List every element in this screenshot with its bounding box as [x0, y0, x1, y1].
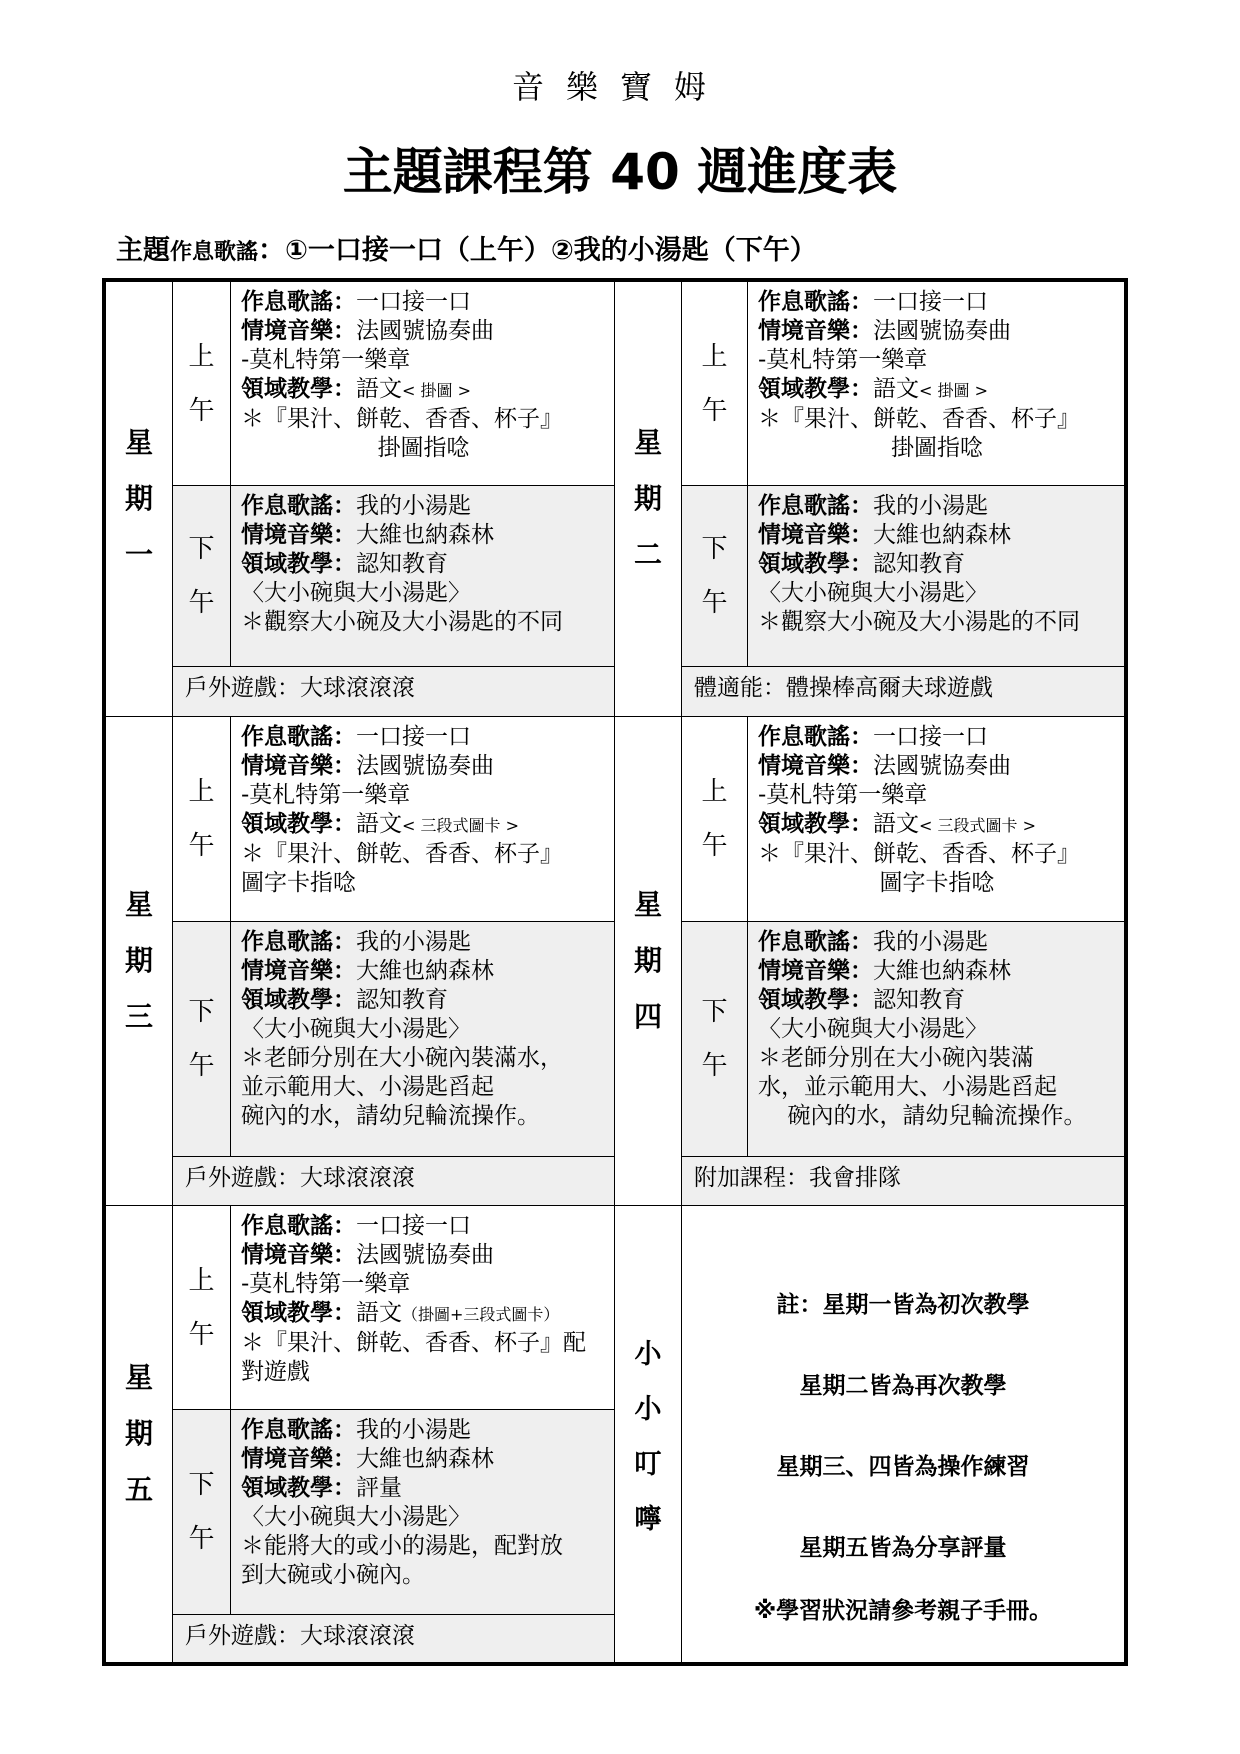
theme-line	[116, 228, 817, 267]
music-name: 法國號協奏曲	[356, 1242, 494, 1268]
friday-pm-label	[172, 1409, 231, 1615]
day-char: 期	[124, 482, 153, 515]
period-char: 午	[701, 1051, 728, 1081]
day-friday	[105, 1205, 173, 1663]
period-char: 午	[701, 588, 728, 618]
tuesday-am-content	[747, 281, 1125, 486]
song-name: 我的小湯匙	[873, 929, 988, 955]
day-char: 星	[633, 426, 662, 459]
domain-label: 領域教學：	[241, 987, 356, 1013]
note-line: 星期三、四皆為操作練習	[776, 1454, 1030, 1480]
music-detail: -莫札特第一樂章	[241, 347, 411, 373]
day-char: 期	[124, 1417, 153, 1450]
tuesday-am-label	[681, 281, 748, 486]
music-label: 情境音樂：	[758, 958, 873, 984]
music-label: 情境音樂：	[758, 522, 873, 548]
activity-detail: 圖字卡指唸	[241, 870, 356, 896]
period-char: 下	[188, 534, 215, 564]
wednesday-extra: 戶外遊戲：大球滾滾滾	[172, 1156, 615, 1206]
activity-detail: ＊『果汁、餅乾、香香、杯子』	[241, 841, 563, 867]
period-char: 上	[188, 341, 215, 372]
activity-detail: 掛圖指唸	[891, 435, 983, 461]
monday-am-content	[230, 281, 615, 486]
thursday-extra: 附加課程：我會排隊	[681, 1156, 1125, 1206]
music-label: 情境音樂：	[758, 753, 873, 779]
domain-label: 領域教學：	[758, 551, 873, 577]
activity-detail: ＊觀察大小碗及大小湯匙的不同	[758, 609, 1080, 635]
activity-detail: 並示範用大、小湯匙舀起	[241, 1074, 494, 1100]
day-char: 星	[124, 1361, 153, 1394]
song-name: 一口接一口	[873, 289, 988, 315]
music-name: 法國號協奏曲	[873, 753, 1011, 779]
wednesday-pm-content	[230, 921, 615, 1157]
page-title: 主題課程第 40 週進度表	[342, 143, 898, 201]
schedule-table	[102, 278, 1128, 1666]
period-char: 下	[188, 1470, 215, 1500]
theme-label: 主題	[116, 235, 170, 266]
song-label: 作息歌謠：	[758, 724, 873, 750]
monday-extra: 戶外遊戲：大球滾滾滾	[172, 666, 615, 717]
domain-name: 語文	[356, 376, 402, 402]
theme-text: ：①一口接一口（上午）②我的小湯匙（下午）	[258, 235, 817, 266]
thursday-pm-content	[747, 921, 1125, 1157]
domain-label: 領域教學：	[758, 811, 873, 837]
domain-label: 領域教學：	[758, 376, 873, 402]
domain-label: 領域教學：	[758, 987, 873, 1013]
thursday-am-content	[747, 716, 1125, 922]
domain-label: 領域教學：	[241, 1300, 356, 1326]
music-name: 大維也納森林	[873, 958, 1011, 984]
tuesday-pm-label	[681, 485, 748, 667]
reminder-char: 小	[634, 1339, 662, 1370]
day-char: 五	[124, 1473, 153, 1506]
domain-note: < 掛圖 >	[402, 381, 471, 400]
period-char: 午	[701, 831, 728, 861]
domain-label: 領域教學：	[241, 551, 356, 577]
domain-note: < 掛圖 >	[919, 381, 988, 400]
song-name: 一口接一口	[873, 724, 988, 750]
wednesday-am-label	[172, 716, 231, 922]
song-label: 作息歌謠：	[758, 929, 873, 955]
song-name: 我的小湯匙	[356, 1417, 471, 1443]
activity-detail: 掛圖指唸	[377, 435, 470, 461]
song-name: 我的小湯匙	[873, 493, 988, 519]
period-char: 午	[701, 395, 728, 426]
music-detail: -莫札特第一樂章	[241, 1271, 411, 1297]
music-label: 情境音樂：	[241, 1446, 356, 1472]
day-monday	[105, 281, 173, 717]
wednesday-am-content	[230, 716, 615, 922]
music-detail: -莫札特第一樂章	[241, 782, 411, 808]
friday-am-content	[230, 1205, 615, 1410]
theme-small-label: 作息歌謠	[170, 240, 259, 265]
music-name: 大維也納森林	[356, 1446, 494, 1472]
music-name: 大維也納森林	[356, 522, 494, 548]
song-name: 一口接一口	[356, 724, 471, 750]
period-char: 午	[188, 588, 215, 618]
friday-pm-content	[230, 1409, 615, 1615]
domain-name: 評量	[356, 1475, 402, 1501]
domain-name: 語文	[873, 811, 919, 837]
song-name: 我的小湯匙	[356, 929, 471, 955]
reminder-notes	[681, 1205, 1125, 1663]
song-label: 作息歌謠：	[241, 724, 356, 750]
music-name: 法國號協奏曲	[873, 318, 1011, 344]
domain-name: 認知教育	[356, 987, 448, 1013]
day-char: 星	[124, 888, 153, 921]
music-label: 情境音樂：	[241, 318, 356, 344]
day-char: 期	[124, 944, 153, 977]
activity-detail: ＊『果汁、餅乾、香香、杯子』	[758, 841, 1080, 867]
day-wednesday	[105, 716, 173, 1206]
day-char: 二	[633, 538, 662, 571]
period-char: 下	[188, 997, 215, 1027]
music-label: 情境音樂：	[241, 522, 356, 548]
activity-detail: ＊能將大的或小的湯匙，配對放	[241, 1533, 563, 1559]
period-char: 下	[701, 534, 728, 564]
day-char: 三	[124, 1000, 153, 1033]
music-label: 情境音樂：	[241, 1242, 356, 1268]
domain-name: 語文	[356, 811, 402, 837]
activity-detail: ＊老師分別在大小碗內裝滿	[758, 1045, 1034, 1071]
monday-pm-label	[172, 485, 231, 667]
period-char: 上	[701, 777, 728, 807]
activity-detail: 對遊戲	[241, 1359, 310, 1385]
monday-am-label	[172, 281, 231, 486]
period-char: 午	[188, 1524, 215, 1554]
note-line: ※學習狀況請參考親子手冊。	[753, 1598, 1053, 1624]
period-char: 午	[188, 1319, 215, 1350]
day-char: 一	[124, 538, 153, 571]
friday-extra: 戶外遊戲：大球滾滾滾	[172, 1614, 615, 1663]
domain-note: < 三段式圖卡 >	[402, 816, 519, 835]
period-char: 下	[701, 997, 728, 1027]
period-char: 上	[188, 1265, 215, 1296]
domain-name: 認知教育	[356, 551, 448, 577]
thursday-am-label	[681, 716, 748, 922]
activity-detail: ＊『果汁、餅乾、香香、杯子』	[241, 406, 563, 432]
activity-detail: 碗內的水，請幼兒輪流操作。	[787, 1103, 1087, 1129]
reminder-char: 嚀	[634, 1504, 662, 1535]
activity-detail: ＊老師分別在大小碗內裝滿水，	[241, 1045, 563, 1071]
domain-name: 認知教育	[873, 551, 965, 577]
period-char: 上	[701, 341, 728, 372]
song-name: 一口接一口	[356, 289, 471, 315]
activity-detail: ＊觀察大小碗及大小湯匙的不同	[241, 609, 563, 635]
thursday-pm-label	[681, 921, 748, 1157]
music-detail: -莫札特第一樂章	[758, 347, 928, 373]
brand-name: 音樂寶姆	[511, 68, 728, 106]
song-label: 作息歌謠：	[758, 289, 873, 315]
activity-detail: 到大碗或小碗內。	[241, 1562, 425, 1588]
reminder-char: 叮	[634, 1449, 662, 1480]
domain-name: 語文	[873, 376, 919, 402]
activity-detail: 〈大小碗與大小湯匙〉	[241, 1504, 471, 1530]
song-name: 我的小湯匙	[356, 493, 471, 519]
period-char: 午	[188, 395, 215, 426]
day-char: 期	[633, 944, 662, 977]
song-label: 作息歌謠：	[241, 493, 356, 519]
domain-name: 認知教育	[873, 987, 965, 1013]
monday-pm-content	[230, 485, 615, 667]
domain-label: 領域教學：	[241, 811, 356, 837]
day-char: 星	[633, 888, 662, 921]
activity-detail: 〈大小碗與大小湯匙〉	[758, 580, 988, 606]
song-label: 作息歌謠：	[241, 1213, 356, 1239]
tuesday-extra: 體適能：體操棒高爾夫球遊戲	[681, 666, 1125, 717]
activity-detail: 圖字卡指唸	[879, 870, 995, 896]
wednesday-pm-label	[172, 921, 231, 1157]
day-char: 四	[633, 1000, 662, 1033]
day-thursday	[614, 716, 682, 1206]
music-label: 情境音樂：	[758, 318, 873, 344]
reminder-char: 小	[634, 1394, 662, 1425]
music-label: 情境音樂：	[241, 958, 356, 984]
song-label: 作息歌謠：	[241, 1417, 356, 1443]
note-line: 註：星期一皆為初次教學	[776, 1292, 1030, 1318]
activity-detail: 水，並示範用大、小湯匙舀起	[758, 1074, 1057, 1100]
music-name: 大維也納森林	[356, 958, 494, 984]
domain-label: 領域教學：	[241, 1475, 356, 1501]
friday-am-label	[172, 1205, 231, 1410]
note-line: 星期二皆為再次教學	[799, 1373, 1007, 1399]
day-char: 星	[124, 426, 153, 459]
domain-label: 領域教學：	[241, 376, 356, 402]
music-name: 大維也納森林	[873, 522, 1011, 548]
song-name: 一口接一口	[356, 1213, 471, 1239]
music-name: 法國號協奏曲	[356, 318, 494, 344]
music-label: 情境音樂：	[241, 753, 356, 779]
day-tuesday	[614, 281, 682, 717]
music-name: 法國號協奏曲	[356, 753, 494, 779]
period-char: 午	[188, 1051, 215, 1081]
domain-note: （掛圖+三段式圖卡）	[402, 1305, 560, 1324]
activity-detail: 〈大小碗與大小湯匙〉	[758, 1016, 988, 1042]
music-detail: -莫札特第一樂章	[758, 782, 928, 808]
period-char: 上	[188, 777, 215, 807]
activity-detail: ＊『果汁、餅乾、香香、杯子』配	[241, 1330, 586, 1356]
activity-detail: 〈大小碗與大小湯匙〉	[241, 580, 471, 606]
activity-detail: ＊『果汁、餅乾、香香、杯子』	[758, 406, 1080, 432]
domain-name: 語文	[356, 1300, 402, 1326]
domain-note: < 三段式圖卡 >	[919, 816, 1036, 835]
day-char: 期	[633, 482, 662, 515]
activity-detail: 碗內的水，請幼兒輪流操作。	[241, 1103, 540, 1129]
note-line: 星期五皆為分享評量	[799, 1535, 1007, 1561]
reminder-label	[614, 1205, 682, 1663]
tuesday-pm-content	[747, 485, 1125, 667]
activity-detail: 〈大小碗與大小湯匙〉	[241, 1016, 471, 1042]
song-label: 作息歌謠：	[241, 929, 356, 955]
song-label: 作息歌謠：	[241, 289, 356, 315]
song-label: 作息歌謠：	[758, 493, 873, 519]
period-char: 午	[188, 831, 215, 861]
